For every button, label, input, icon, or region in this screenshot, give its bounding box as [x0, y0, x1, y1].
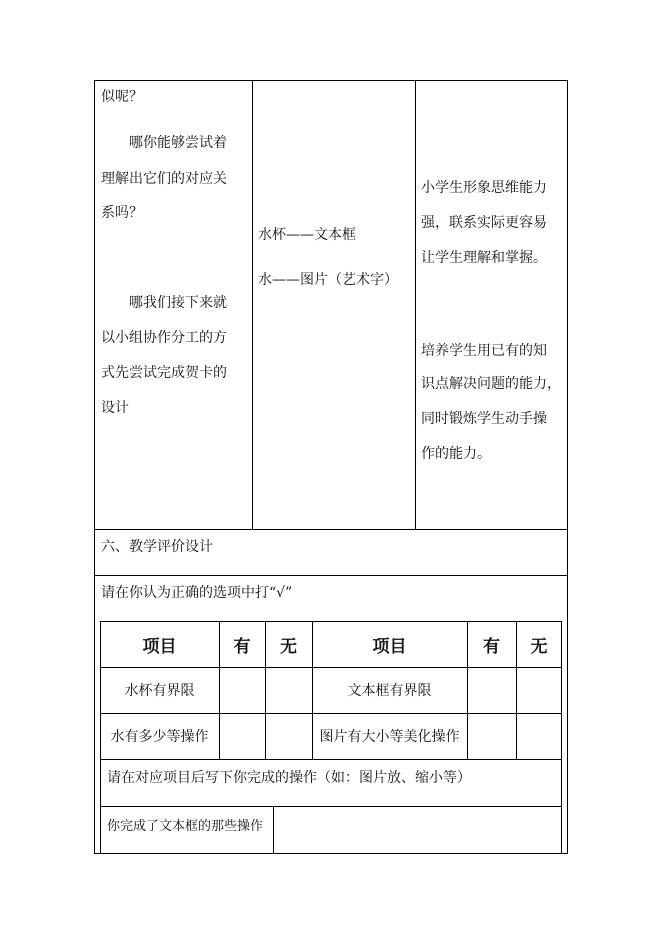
col3-line: 小学生形象思维能力 [421, 180, 547, 196]
header-yes: 有 [483, 636, 500, 657]
col2-line: 水——图片（艺术字） [258, 272, 398, 288]
checkbox-cell-no[interactable] [517, 714, 562, 759]
col3-line: 强，联系实际更容易 [421, 215, 547, 231]
eval-item: 水有多少等操作 [110, 729, 209, 745]
col1-line: 理解出它们的对应关 [101, 171, 227, 187]
col1-line: 似呢？ [101, 89, 143, 105]
checkbox-cell-yes[interactable] [468, 714, 516, 759]
checkbox-cell-no[interactable] [266, 714, 312, 759]
eval-item: 图片有大小等美化操作 [319, 729, 460, 745]
header-item: 项目 [372, 636, 407, 657]
row-divider [94, 529, 568, 530]
checkbox-cell-no[interactable] [266, 668, 312, 713]
row-divider [100, 759, 562, 760]
header-item: 项目 [142, 636, 177, 657]
textbox-operations-label: 你完成了文本框的那些操作 [107, 819, 264, 834]
col1-line: 以小组协作分工的方 [101, 330, 227, 346]
col1-line: 系吗？ [101, 205, 143, 221]
checkbox-cell-yes[interactable] [468, 668, 516, 713]
col1-line: 哪你能够尝试着 [129, 135, 227, 151]
eval-item: 水杯有界限 [124, 683, 195, 699]
col1-line: 设计 [101, 400, 129, 416]
col3-line: 识点解决问题的能力， [421, 376, 561, 392]
textbox-operations-answer[interactable] [274, 807, 561, 853]
col3-line: 同时锻炼学生动手操 [421, 411, 547, 427]
checkbox-cell-yes[interactable] [220, 668, 265, 713]
header-no: 无 [280, 636, 297, 657]
col3-line: 培养学生用已有的知 [421, 343, 547, 359]
col3-line: 作的能力。 [421, 446, 491, 462]
col3-line: 让学生理解和掌握。 [421, 250, 547, 266]
col2-line: 水杯——文本框 [258, 227, 356, 243]
checkbox-cell-no[interactable] [517, 668, 562, 713]
row-divider [94, 575, 568, 576]
col1-line: 哪我们接下来就 [129, 295, 227, 311]
header-yes: 有 [233, 636, 251, 657]
column-divider [252, 80, 253, 530]
checkbox-cell-yes[interactable] [220, 714, 265, 759]
section-title: 六、教学评价设计 [101, 539, 213, 555]
operation-note: 请在对应项目后写下你完成的操作（如：图片放、缩小等） [107, 770, 471, 786]
col1-line: 式先尝试完成贺卡的 [101, 365, 227, 381]
instruction-text: 请在你认为正确的选项中打“√” [101, 585, 293, 601]
column-divider [415, 80, 416, 530]
eval-item: 文本框有界限 [347, 683, 432, 699]
header-no: 无 [530, 636, 548, 657]
